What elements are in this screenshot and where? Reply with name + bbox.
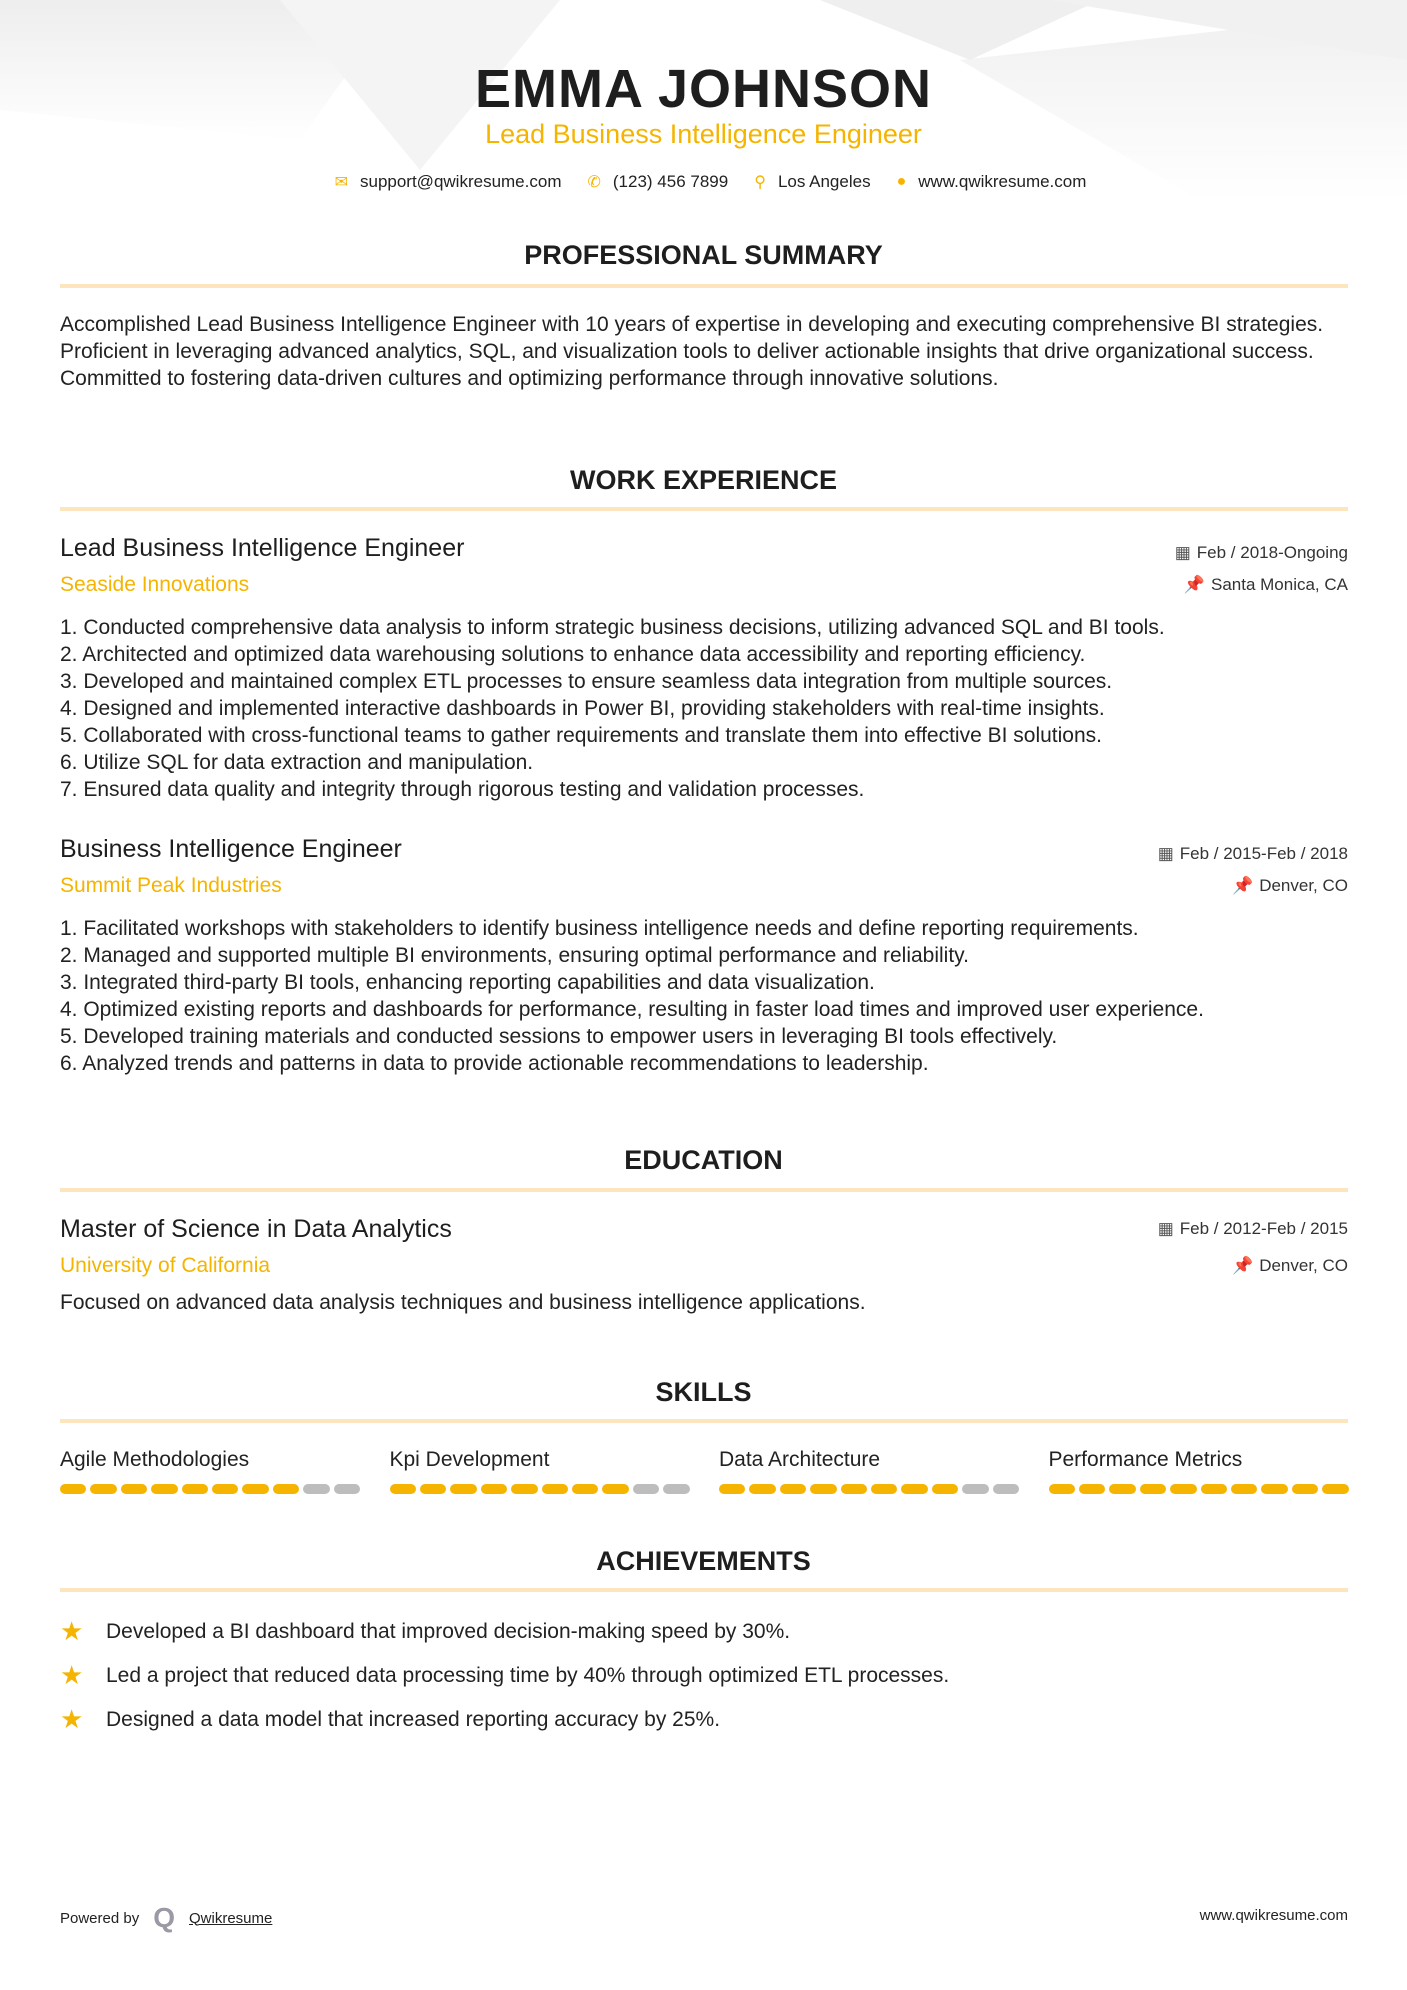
calendar-icon: ▦ [1157, 1219, 1174, 1238]
education-location-text: Denver, CO [1259, 1256, 1348, 1275]
skill-dot-filled [242, 1484, 268, 1494]
contact-bar [0, 172, 1407, 192]
achievement-item [60, 1616, 790, 1647]
summary-text: Accomplished Lead Business Intelligence Engineer with 10 years of expertise in developing and executing comprehensive BI strategies. Proficient in leveraging advanced analytics, SQL, and visualization tools to deliver actionable insights that drive organizational success. Committed to fostering data-driven cultures and optimizing performance through innovative solutions. [60, 313, 1324, 390]
skill-dot-filled [1231, 1484, 1257, 1494]
skill-item [60, 1448, 360, 1494]
skill-dot-filled [1140, 1484, 1166, 1494]
skill-dot-filled [1261, 1484, 1287, 1494]
powered-by-label: Powered by [60, 1909, 140, 1927]
skill-dot-empty [334, 1484, 360, 1494]
bullet: 7. Ensured data quality and integrity through rigorous testing and validation processes. [60, 778, 865, 801]
education-description: Focused on advanced data analysis techniques and business intelligence applications. [60, 1291, 866, 1314]
contact-website[interactable]: www.qwikresume.com [918, 172, 1087, 191]
skill-dot-filled [1292, 1484, 1318, 1494]
skill-dot-filled [273, 1484, 299, 1494]
skill-name: Data Architecture [719, 1448, 881, 1471]
section-heading-skills: SKILLS [655, 1377, 752, 1407]
skill-dot-filled [542, 1484, 568, 1494]
pin-icon: 📌 [1232, 876, 1254, 895]
job-title: Business Intelligence Engineer [60, 835, 402, 863]
skill-item [1049, 1448, 1349, 1494]
skill-rating-bar [1049, 1484, 1349, 1494]
bullet: 1. Conducted comprehensive data analysis to inform strategic business decisions, utilizing advanced SQL and BI tools. [60, 616, 1165, 639]
skill-dot-filled [511, 1484, 537, 1494]
skill-dot-filled [182, 1484, 208, 1494]
skill-dot-filled [121, 1484, 147, 1494]
skill-dot-empty [663, 1484, 689, 1494]
skill-dot-empty [962, 1484, 988, 1494]
skill-dot-filled [749, 1484, 775, 1494]
skill-dot-filled [572, 1484, 598, 1494]
section-heading-summary: PROFESSIONAL SUMMARY [524, 240, 883, 270]
achievement-text: Developed a BI dashboard that improved decision-making speed by 30%. [106, 1619, 791, 1643]
achievement-text: Designed a data model that increased reporting accuracy by 25%. [106, 1707, 721, 1731]
skill-rating-bar [390, 1484, 690, 1494]
qwikresume-logo-icon: Q [153, 1902, 175, 1933]
skill-dot-filled [151, 1484, 177, 1494]
job-bullets [60, 614, 1360, 803]
skill-dot-filled [1201, 1484, 1227, 1494]
job-company: Seaside Innovations [60, 573, 250, 596]
calendar-icon: ▦ [1174, 543, 1191, 562]
bullet: 6. Analyzed trends and patterns in data to provide actionable recommendations to leadership. [60, 1052, 929, 1075]
envelope-icon: ✉ [334, 174, 348, 191]
school: University of California [60, 1254, 271, 1277]
skill-dot-filled [1079, 1484, 1105, 1494]
job-date [1175, 543, 1348, 563]
skill-dot-filled [719, 1484, 745, 1494]
globe-icon: ● [896, 173, 907, 190]
skill-dot-empty [993, 1484, 1019, 1494]
skill-dot-filled [1170, 1484, 1196, 1494]
education-date [1158, 1219, 1348, 1239]
skill-dot-filled [1049, 1484, 1075, 1494]
skill-rating-bar [60, 1484, 360, 1494]
bullet: 4. Optimized existing reports and dashboards for performance, resulting in faster load times and improved user experience. [60, 998, 1204, 1021]
bullet: 6. Utilize SQL for data extraction and manipulation. [60, 751, 534, 774]
achievement-item [60, 1660, 949, 1691]
skill-dot-filled [420, 1484, 446, 1494]
job-date-text: Feb / 2018-Ongoing [1196, 543, 1348, 562]
bullet: 5. Collaborated with cross-functional teams to gather requirements and translate them into effective BI solutions. [60, 724, 1102, 747]
section-heading-experience: WORK EXPERIENCE [569, 465, 838, 495]
divider [60, 284, 1348, 288]
skill-dot-filled [1109, 1484, 1135, 1494]
achievement-item [60, 1704, 720, 1735]
job-date-text: Feb / 2015-Feb / 2018 [1179, 844, 1348, 863]
degree: Master of Science in Data Analytics [60, 1215, 452, 1243]
bullet: 3. Developed and maintained complex ETL processes to ensure seamless data integration from multiple sources. [60, 670, 1113, 693]
section-heading-education: EDUCATION [624, 1145, 783, 1175]
calendar-icon: ▦ [1157, 844, 1174, 863]
skill-dot-filled [901, 1484, 927, 1494]
skill-item [719, 1448, 1019, 1494]
job-company: Summit Peak Industries [60, 874, 282, 897]
job-title: Lead Business Intelligence Engineer [60, 534, 465, 562]
education-location [1232, 1256, 1348, 1276]
pin-icon: 📌 [1232, 1256, 1254, 1275]
phone-icon: ✆ [587, 174, 601, 191]
star-icon: ★ [60, 1704, 84, 1734]
contact-email[interactable]: support@qwikresume.com [359, 172, 562, 191]
skill-dot-filled [780, 1484, 806, 1494]
bullet: 3. Integrated third-party BI tools, enhancing reporting capabilities and data visualization. [60, 971, 875, 994]
skill-dot-filled [1322, 1484, 1348, 1494]
divider [60, 1419, 1348, 1423]
skill-dot-filled [481, 1484, 507, 1494]
skill-dot-filled [871, 1484, 897, 1494]
brand-link[interactable]: Qwikresume [189, 1909, 273, 1927]
achievement-text: Led a project that reduced data processing time by 40% through optimized ETL processes. [106, 1663, 950, 1687]
skill-name: Kpi Development [389, 1448, 550, 1471]
job-location-text: Denver, CO [1259, 876, 1348, 895]
education-date-text: Feb / 2012-Feb / 2015 [1179, 1219, 1348, 1238]
section-heading-achievements: ACHIEVEMENTS [596, 1546, 811, 1576]
skill-dot-filled [212, 1484, 238, 1494]
skill-dot-filled [841, 1484, 867, 1494]
skill-dot-filled [602, 1484, 628, 1494]
bullet: 1. Facilitated workshops with stakeholders to identify business intelligence needs and define reporting requirements. [60, 917, 1139, 940]
pin-icon: 📌 [1183, 575, 1205, 594]
contact-phone: (123) 456 7899 [612, 172, 729, 191]
skill-dot-filled [390, 1484, 416, 1494]
skill-rating-bar [719, 1484, 1019, 1494]
map-pin-icon: ⚲ [754, 174, 766, 191]
divider [60, 1588, 1348, 1592]
bullet: 2. Architected and optimized data warehousing solutions to enhance data accessibility and reporting efficiency. [60, 643, 1086, 666]
star-icon: ★ [60, 1660, 84, 1690]
skill-dot-filled [90, 1484, 116, 1494]
bullet: 4. Designed and implemented interactive dashboards in Power BI, providing stakeholders with real-time insights. [60, 697, 1105, 720]
job-location [1232, 876, 1348, 896]
skill-item [390, 1448, 690, 1494]
footer-powered [60, 1902, 272, 1934]
skill-dot-filled [810, 1484, 836, 1494]
candidate-title: Lead Business Intelligence Engineer [485, 119, 922, 149]
footer-website[interactable]: www.qwikresume.com [1199, 1907, 1348, 1924]
job-bullets [60, 915, 1360, 1077]
skill-dot-filled [60, 1484, 86, 1494]
skill-dot-empty [633, 1484, 659, 1494]
star-icon: ★ [60, 1616, 84, 1646]
divider [60, 1188, 1348, 1192]
bullet: 2. Managed and supported multiple BI environments, ensuring optimal performance and reliability. [60, 944, 969, 967]
contact-location: Los Angeles [777, 172, 871, 191]
skill-dot-filled [932, 1484, 958, 1494]
skill-name: Agile Methodologies [60, 1448, 250, 1471]
skill-dot-empty [303, 1484, 329, 1494]
bullet: 5. Developed training materials and conducted sessions to empower users in leveraging BI tools effectively. [60, 1025, 1058, 1048]
job-location [1184, 575, 1348, 595]
candidate-name: EMMA JOHNSON [474, 59, 933, 119]
divider [60, 507, 1348, 511]
job-date [1158, 844, 1348, 864]
skill-name: Performance Metrics [1048, 1448, 1243, 1471]
skill-dot-filled [450, 1484, 476, 1494]
job-location-text: Santa Monica, CA [1210, 575, 1348, 594]
